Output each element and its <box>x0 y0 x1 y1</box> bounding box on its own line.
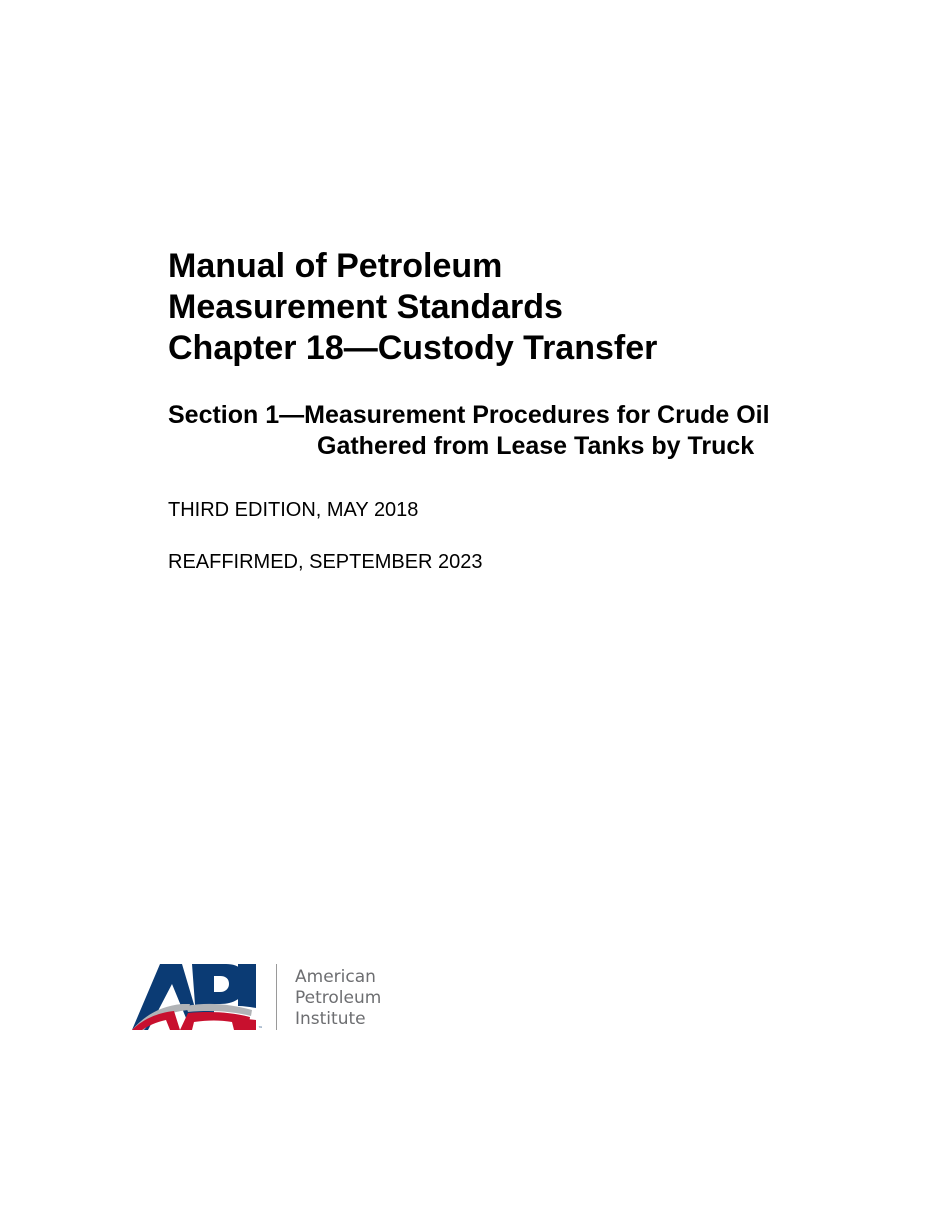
logo-wordmark <box>295 967 381 1030</box>
title-line-1: Manual of Petroleum <box>168 247 503 285</box>
title-line-3: Chapter 18—Custody Transfer <box>168 329 658 367</box>
logo-name-line-3: Institute <box>295 1009 366 1029</box>
section-heading <box>168 400 888 462</box>
logo-divider <box>276 964 277 1030</box>
edition-text: THIRD EDITION, MAY 2018 <box>168 499 419 521</box>
api-logo <box>130 960 400 1035</box>
logo-name-line-2: Petroleum <box>295 988 382 1008</box>
reaffirmed-text: REAFFIRMED, SEPTEMBER 2023 <box>168 551 483 573</box>
title-line-2: Measurement Standards <box>168 288 563 326</box>
logo-name-line-1: American <box>295 967 376 987</box>
document-title <box>168 246 888 369</box>
section-line-1: Section 1—Measurement Procedures for Crude Oil <box>168 401 770 429</box>
api-logo-mark-icon <box>130 960 265 1035</box>
section-line-2: Gathered from Lease Tanks by Truck <box>317 432 755 460</box>
trademark-symbol: ™ <box>258 1026 263 1032</box>
